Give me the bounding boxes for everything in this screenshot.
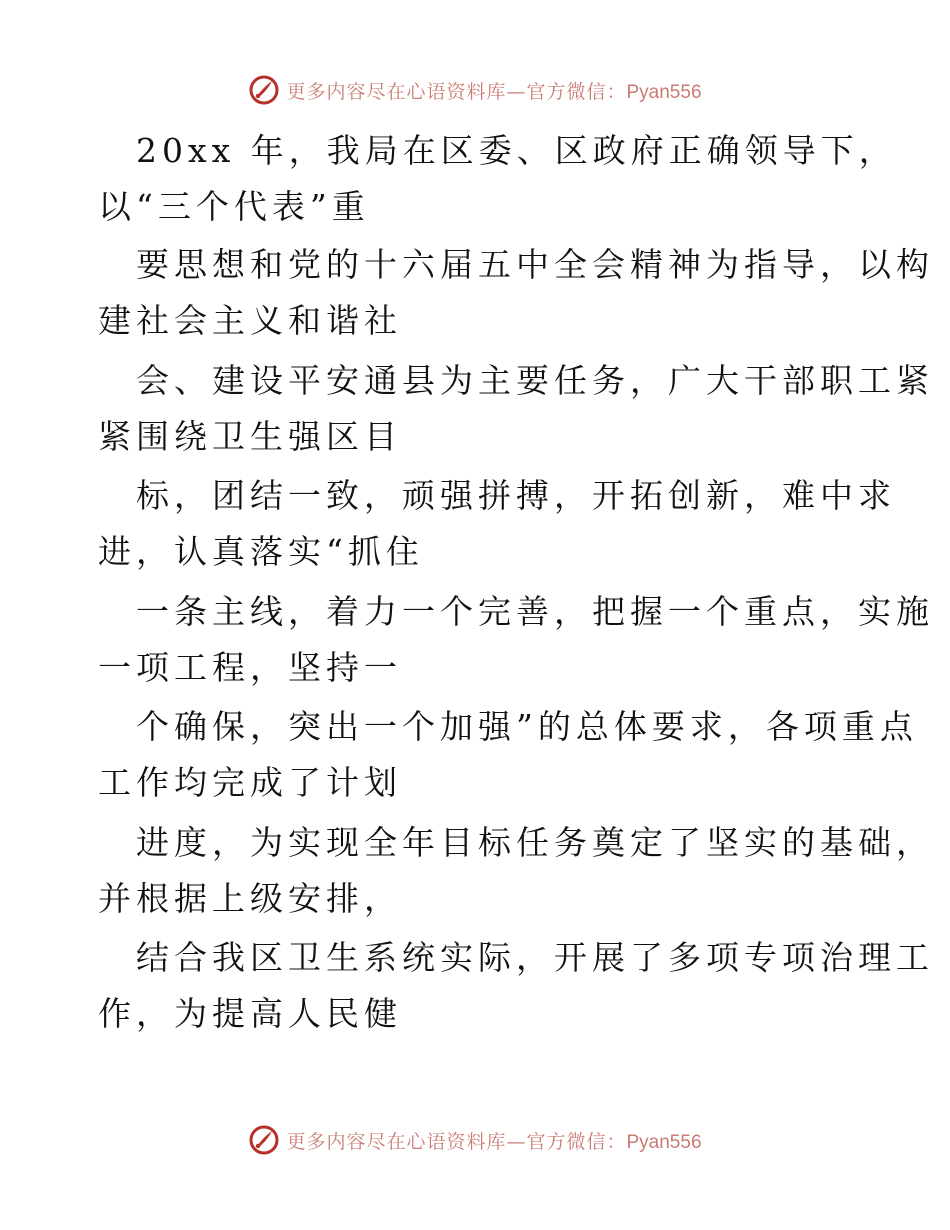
body-line-9: 一条主线，着力一个完善，把握一个重点，实施 [136, 592, 934, 631]
body-line-2: 以“三个代表”重 [98, 187, 370, 226]
body-line-15: 结合我区卫生系统实际，开展了多项专项治理工 [136, 938, 934, 977]
footer-banner-text [286, 1127, 701, 1154]
body-line-1: 20xx 年，我局在区委、区政府正确领导下， [136, 131, 897, 170]
footer-banner-label: 更多内容尽在心语资料库—官方微信： [286, 1130, 627, 1153]
body-line-8: 进，认真落实“抓住 [98, 532, 424, 571]
header-wechat-id: Pyan556 [626, 81, 702, 103]
header-banner [0, 70, 950, 110]
body-line-12: 工作均完成了计划 [98, 763, 402, 802]
body-line-7: 标，团结一致，顽强拼搏，开拓创新，难中求 [136, 476, 896, 515]
header-banner-label: 更多内容尽在心语资料库—官方微信： [286, 80, 627, 103]
footer-banner [0, 1120, 950, 1160]
body-line-11: 个确保，突出一个加强”的总体要求，各项重点 [136, 707, 918, 746]
body-line-10: 一项工程，坚持一 [98, 648, 402, 687]
footer-wechat-id: Pyan556 [626, 1131, 702, 1153]
brush-logo-icon [248, 74, 280, 106]
body-line-3: 要思想和党的十六届五中全会精神为指导，以构 [136, 245, 934, 284]
brush-logo-icon [248, 1124, 280, 1156]
body-line-13: 进度，为实现全年目标任务奠定了坚实的基础， [136, 823, 934, 862]
body-line-4: 建社会主义和谐社 [98, 301, 402, 340]
body-line-5: 会、建设平安通县为主要任务，广大干部职工紧 [136, 361, 934, 400]
body-line-6: 紧围绕卫生强区目 [98, 417, 402, 456]
body-line-16: 作，为提高人民健 [98, 994, 402, 1033]
header-banner-text [286, 77, 701, 104]
body-line-14: 并根据上级安排， [98, 879, 402, 918]
